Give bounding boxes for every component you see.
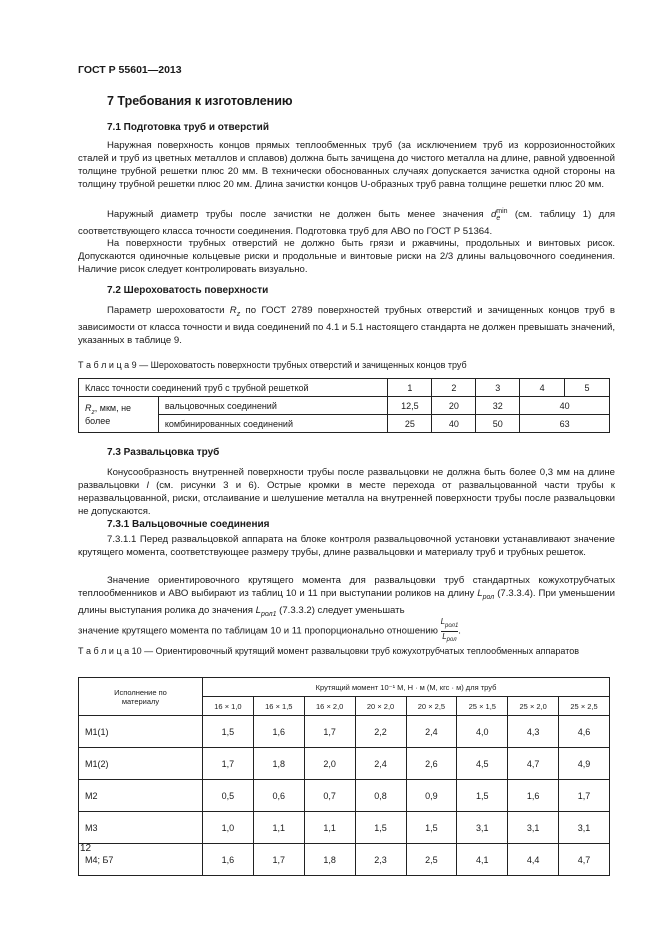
paragraph: Конусообразность внутренней поверхности трубы после развальцовки не должна быть более 0,3 мм на длине развальцовки l (см. рисунки 3 и 6). Острые кромки в месте перехода от развальцованной части трубы к неразвальцованной, риски, отслаивание и шелушение металла на внутренней поверхности трубы после развальцовки не допускаются.: [78, 467, 616, 518]
table-row: [79, 716, 610, 748]
value-cell: 2,3: [355, 844, 406, 876]
paragraph: Наружная поверхность концов прямых теплообменных труб (за исключением труб из коррозионностойких сталей и труб из цветных металлов и сплавов) должна быть зачищена до чистого металла на длине, равной удвоенной толщине трубной решетки плюс 20 мм. В технически обоснованных случаях допускается зачистка одной стороны на толщину трубной решетки плюс 20 мм. Длина зачистки концов U-образных труб равна толщине решетки плюс 20 мм.: [78, 140, 615, 191]
value-cell: 1,5: [457, 780, 508, 812]
paragraph: Наружный диаметр трубы после зачистки не должен быть менее значения $d_e^{min}$ (см. таблицу 1) для соответствующего класса точности соединения. Подготовка труб для АВО по ГОСТ Р 51364.: [78, 208, 616, 238]
table-10-caption: Т а б л и ц а 10 — Ориентировочный крутящий момент развальцовки труб кожухотрубчатых теплообменных аппаратов: [78, 646, 580, 656]
material-cell: М3: [79, 812, 203, 844]
section-7-1-title: 7.1 Подготовка труб и отверстий: [107, 122, 269, 133]
table-10-col0-head: Исполнение по материалу: [79, 678, 203, 716]
value-cell: 2,0: [304, 748, 355, 780]
value-cell: 1,5: [406, 812, 457, 844]
table-row: [79, 844, 610, 876]
size-header-cell: 25 × 2,0: [508, 697, 559, 716]
value-cell: 2,6: [406, 748, 457, 780]
value-cell: 4,1: [457, 844, 508, 876]
value-cell: 63: [520, 415, 610, 433]
value-cell: 1,7: [559, 780, 610, 812]
paragraph: Значение ориентировочного крутящего момента для развальцовки труб стандартных кожухотрубчатых теплообменников и АВО выбирают из таблиц 10 и 11 при выступании роликов на длину $L_{рол}$ (7.3.3.4). При уменьшении длины выступания ролика до значения $L_{рол1}$ (7.3.3.2) следует уменьшать: [78, 575, 616, 618]
value-cell: 4,7: [508, 748, 559, 780]
table-10-group-head: Крутящий момент 10⁻¹ М, Н · м (М, кгс · м) для труб: [203, 678, 610, 697]
size-header-cell: 16 × 1,5: [253, 697, 304, 716]
row-label: комбинированных соединений: [158, 415, 388, 433]
value-cell: 40: [520, 397, 610, 415]
value-cell: 1,8: [304, 844, 355, 876]
value-cell: 1,6: [203, 844, 254, 876]
class-cell: 4: [520, 379, 565, 397]
rz-label: $R_z$, мкм, не более: [79, 397, 159, 433]
value-cell: 4,5: [457, 748, 508, 780]
value-cell: 1,5: [203, 716, 254, 748]
value-cell: 1,7: [253, 844, 304, 876]
table-row: [79, 780, 610, 812]
value-cell: 3,1: [457, 812, 508, 844]
value-cell: 0,9: [406, 780, 457, 812]
table-10: [78, 677, 610, 876]
table-row: [79, 812, 610, 844]
value-cell: 32: [476, 397, 520, 415]
value-cell: 0,6: [253, 780, 304, 812]
size-header-cell: 16 × 2,0: [304, 697, 355, 716]
value-cell: 1,6: [253, 716, 304, 748]
material-cell: М1(2): [79, 748, 203, 780]
value-cell: 12,5: [388, 397, 432, 415]
value-cell: 1,5: [355, 812, 406, 844]
value-cell: 4,6: [559, 716, 610, 748]
size-header-cell: 25 × 1,5: [457, 697, 508, 716]
value-cell: 4,4: [508, 844, 559, 876]
paragraph: На поверхности трубных отверстий не должно быть грязи и ржавчины, продольных и винтовых рисок. Допускаются одиночные кольцевые риски и продольные и винтовые риски на 2/3 длины вальцовочного соединения. Наличие рисок следует контролировать визуально.: [78, 238, 615, 276]
value-cell: 3,1: [508, 812, 559, 844]
value-cell: 4,7: [559, 844, 610, 876]
value-cell: 1,1: [304, 812, 355, 844]
table-row: [79, 748, 610, 780]
class-cell: 1: [388, 379, 432, 397]
table-9-head: Класс точности соединений труб с трубной решеткой: [79, 379, 388, 397]
value-cell: 1,1: [253, 812, 304, 844]
value-cell: 40: [432, 415, 476, 433]
section-7-3-1-title: 7.3.1 Вальцовочные соединения: [107, 519, 270, 530]
value-cell: 50: [476, 415, 520, 433]
table-9: [78, 378, 610, 433]
class-cell: 3: [476, 379, 520, 397]
value-cell: 1,8: [253, 748, 304, 780]
value-cell: 0,8: [355, 780, 406, 812]
size-header-cell: 16 × 1,0: [203, 697, 254, 716]
paragraph: Параметр шероховатости $R_z$ по ГОСТ 2789 поверхностей трубных отверстий и зачищенных концов труб в зависимости от класса точности и вида соединений по 4.1 и 5.1 настоящего стандарта не должен превышать значений, указанных в таблице 9.: [78, 305, 615, 347]
size-header-cell: 25 × 2,5: [559, 697, 610, 716]
value-cell: 2,4: [355, 748, 406, 780]
value-cell: 4,3: [508, 716, 559, 748]
value-cell: 20: [432, 397, 476, 415]
paragraph: значение крутящего момента по таблицам 10 и 11 пропорционально отношению $\frac{L_{рол1}}{L_{рол}}$ .: [78, 617, 461, 644]
value-cell: 2,4: [406, 716, 457, 748]
value-cell: 1,7: [304, 716, 355, 748]
section-7-3-title: 7.3 Развальцовка труб: [107, 447, 220, 458]
material-cell: М4; Б7: [79, 844, 203, 876]
value-cell: 4,9: [559, 748, 610, 780]
size-header-cell: 20 × 2,0: [355, 697, 406, 716]
value-cell: 1,7: [203, 748, 254, 780]
value-cell: 0,5: [203, 780, 254, 812]
value-cell: 2,5: [406, 844, 457, 876]
ratio-fraction: $\frac{L_{рол1}}{L_{рол}}$: [440, 617, 459, 644]
class-cell: 2: [432, 379, 476, 397]
paragraph: 7.3.1.1 Перед развальцовкой аппарата на блоке контроля развальцовочной установки устанавливают значение крутящего момента, соответствующее размеру трубы, длине развальцовки и материалу труб и трубных решеток.: [78, 534, 615, 559]
value-cell: 1,6: [508, 780, 559, 812]
class-cell: 5: [565, 379, 610, 397]
material-cell: М2: [79, 780, 203, 812]
row-label: вальцовочных соединений: [158, 397, 388, 415]
value-cell: 2,2: [355, 716, 406, 748]
section-7-title: 7 Требования к изготовлению: [107, 94, 293, 108]
value-cell: 1,0: [203, 812, 254, 844]
material-cell: М1(1): [79, 716, 203, 748]
document-header: ГОСТ Р 55601—2013: [78, 64, 182, 76]
value-cell: 25: [388, 415, 432, 433]
size-header-cell: 20 × 2,5: [406, 697, 457, 716]
value-cell: 0,7: [304, 780, 355, 812]
table-9-caption: Т а б л и ц а 9 — Шероховатость поверхности трубных отверстий и зачищенных концов труб: [78, 360, 467, 370]
value-cell: 3,1: [559, 812, 610, 844]
page-number: 12: [80, 843, 92, 854]
value-cell: 4,0: [457, 716, 508, 748]
section-7-2-title: 7.2 Шероховатость поверхности: [107, 285, 269, 296]
